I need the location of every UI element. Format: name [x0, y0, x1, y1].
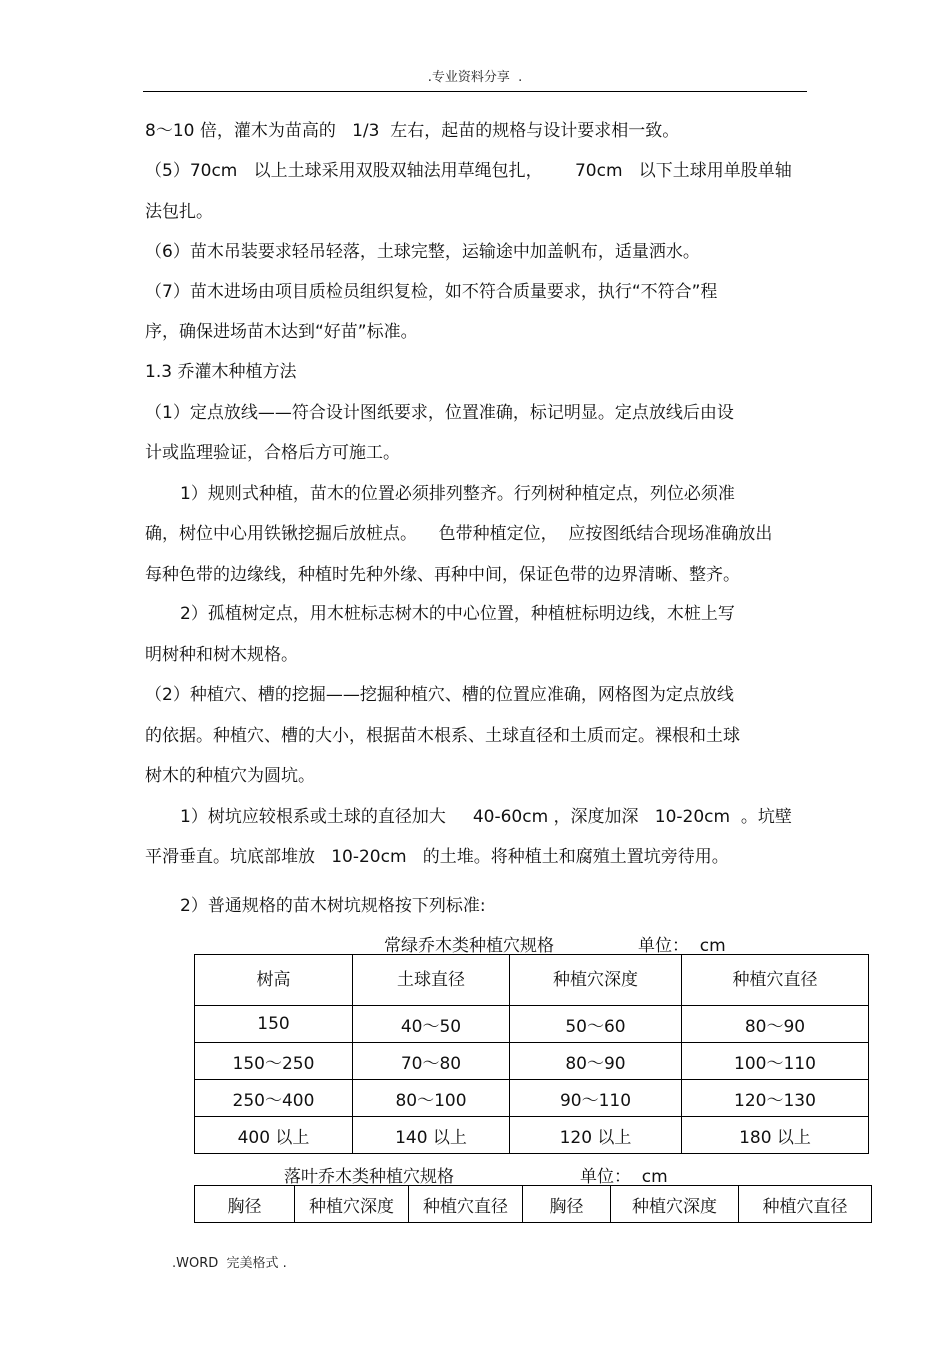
table-cell: 80～100 [353, 1080, 510, 1117]
header-cell: 种植穴深度 [295, 1186, 409, 1223]
table1-caption: 常绿乔木类种植穴规格 [384, 936, 554, 956]
deciduous-planting-pit-table [194, 1185, 872, 1223]
section-heading: 1.3 乔灌木种植方法 [145, 362, 297, 382]
table-cell: 140 以上 [353, 1117, 510, 1154]
paragraph-line: 树木的种植穴为圆坑。 [145, 766, 315, 786]
paragraph-line: 的依据。种植穴、槽的大小，根据苗木根系、土球直径和土质而定。裸根和土球 [145, 726, 740, 746]
table2-unit: 单位： cm [580, 1167, 668, 1187]
table1-unit: 单位： cm [638, 936, 726, 956]
table-cell: 80～90 [682, 1006, 869, 1043]
table-cell: 150～250 [195, 1043, 353, 1080]
paragraph-line: 8～10 倍，灌木为苗高的 1/3 左右，起苗的规格与设计要求相一致。 [145, 121, 680, 141]
table-cell: 180 以上 [682, 1117, 869, 1154]
paragraph-line: （7）苗木进场由项目质检员组织复检，如不符合质量要求，执行“不符合”程 [145, 282, 718, 302]
table-cell: 100～110 [682, 1043, 869, 1080]
paragraph-line: （6）苗木吊装要求轻吊轻落，土球完整，运输途中加盖帆布，适量洒水。 [145, 242, 700, 262]
header-cell: 种植穴深度 [510, 955, 682, 1006]
table-cell: 120 以上 [510, 1117, 682, 1154]
table-cell: 120～130 [682, 1080, 869, 1117]
table-header-row [195, 955, 869, 1006]
paragraph-line: 1）树坑应较根系或土球的直径加大 40-60cm ，深度加深 10-20cm 。坑壁 [180, 807, 792, 827]
table-cell: 70～80 [353, 1043, 510, 1080]
header-cell: 土球直径 [353, 955, 510, 1006]
header-cell: 种植穴直径 [739, 1186, 872, 1223]
table-cell: 250～400 [195, 1080, 353, 1117]
table-cell: 80～90 [510, 1043, 682, 1080]
paragraph-line: 2）孤植树定点，用木桩标志树木的中心位置，种植桩标明边线，木桩上写 [180, 604, 735, 624]
table-row [195, 1080, 869, 1117]
table-cell: 50～60 [510, 1006, 682, 1043]
table-row [195, 1006, 869, 1043]
paragraph-line: （5）70cm 以上土球采用双股双轴法用草绳包扎， 70cm 以下土球用单股单轴 [145, 161, 792, 181]
paragraph-line: 确，树位中心用铁锹挖掘后放桩点。 色带种植定位， 应按图纸结合现场准确放出 [145, 524, 773, 544]
table-cell: 150 [195, 1006, 353, 1043]
paragraph-line: 2）普通规格的苗木树坑规格按下列标准: [180, 896, 486, 916]
table-row [195, 1117, 869, 1154]
paragraph-line: 平滑垂直。坑底部堆放 10-20cm 的土堆。将种植土和腐殖土置坑旁待用。 [145, 847, 729, 867]
paragraph-line: 每种色带的边缘线，种植时先种外缘、再种中间，保证色带的边界清晰、整齐。 [145, 565, 740, 585]
header-cell: 胸径 [523, 1186, 611, 1223]
page-footer: .WORD 完美格式 . [172, 1256, 287, 1271]
table2-caption: 落叶乔木类种植穴规格 [284, 1167, 454, 1187]
header-cell: 树高 [195, 955, 353, 1006]
table-cell: 400 以上 [195, 1117, 353, 1154]
paragraph-line: 序，确保进场苗木达到“好苗”标准。 [145, 322, 418, 342]
paragraph-line: 计或监理验证，合格后方可施工。 [145, 443, 400, 463]
table-cell: 40～50 [353, 1006, 510, 1043]
evergreen-planting-pit-table [194, 954, 869, 1154]
paragraph-line: 明树种和树木规格。 [145, 645, 298, 665]
paragraph-line: （2）种植穴、槽的挖掘——挖掘种植穴、槽的位置应准确，网格图为定点放线 [145, 685, 734, 705]
table-header-row [195, 1186, 872, 1223]
header-rule [143, 91, 807, 92]
page-header: .专业资料分享 . [427, 70, 523, 85]
header-cell: 胸径 [195, 1186, 295, 1223]
table-cell: 90～110 [510, 1080, 682, 1117]
header-cell: 种植穴直径 [682, 955, 869, 1006]
header-cell: 种植穴深度 [611, 1186, 739, 1223]
paragraph-line: 1）规则式种植，苗木的位置必须排列整齐。行列树种植定点，列位必须准 [180, 484, 735, 504]
table-row [195, 1043, 869, 1080]
header-cell: 种植穴直径 [409, 1186, 523, 1223]
paragraph-line: 法包扎。 [145, 202, 213, 222]
paragraph-line: （1）定点放线——符合设计图纸要求，位置准确，标记明显。定点放线后由设 [145, 403, 734, 423]
